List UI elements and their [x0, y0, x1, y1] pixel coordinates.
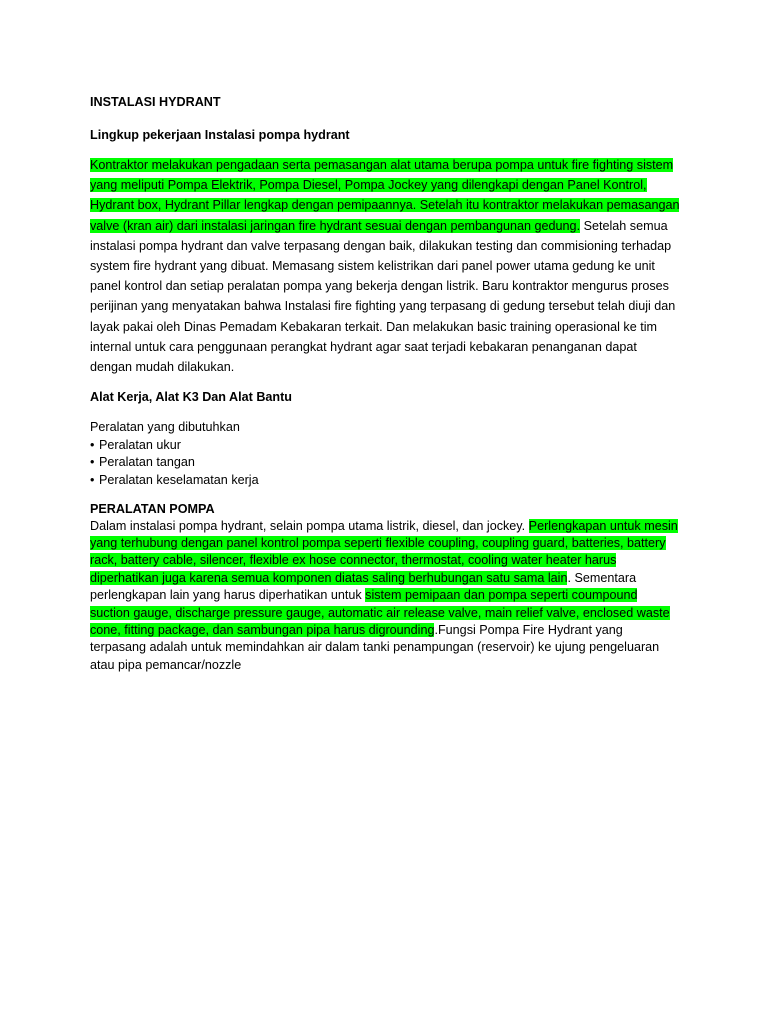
list-item [90, 437, 680, 455]
list-item-label: Peralatan tangan [99, 455, 195, 470]
bullet-icon: • [90, 455, 95, 470]
pump-highlighted-text-1: Perlengkapan untuk mesin yang terhubung dengan panel kontrol pompa seperti flexible coupling, coupling guard, batteries, battery rack, battery cable, silencer, flexible ex hose connector, thermostat, cooling water heater harus diperhatikan juga karena semua komponen diatas saling berhubungan satu sama lain [90, 518, 678, 585]
pump-heading: PERALATAN POMPA [90, 501, 215, 516]
tools-list [90, 437, 680, 490]
pump-paragraph [90, 518, 680, 675]
tools-heading: Alat Kerja, Alat K3 Dan Alat Bantu [90, 390, 293, 405]
bullet-icon: • [90, 437, 95, 452]
scope-highlighted-text: Kontraktor melakukan pengadaan serta pemasangan alat utama berupa pompa untuk fire fighting sistem yang meliputi Pompa Elektrik, Pompa Diesel, Pompa Jockey yang dilengkapi dengan Panel Kontrol, Hydrant box, Hydrant Pillar lengkap dengan pemipaannya. Setelah itu kontraktor melakukan pemasangan valve (kran air) dari instalasi jaringan fire hydrant sesuai dengan pembangunan gedung. [90, 158, 680, 233]
pump-highlighted-text-2: sistem pemipaan dan pompa seperti coumpound suction gauge, discharge pressure gauge, automatic air release valve, main relief valve, enclosed waste cone, fitting package, dan sambungan pipa harus digrounding [90, 588, 670, 638]
list-item [90, 472, 680, 490]
pump-text-3: .Fungsi Pompa Fire Hydrant yang terpasang adalah untuk memindahkan air dalam tanki penampungan (reservoir) ke ujung pengeluaran atau pipa pemancar/nozzle [90, 623, 660, 672]
tools-intro: Peralatan yang dibutuhkan [90, 420, 240, 435]
scope-heading: Lingkup pekerjaan Instalasi pompa hydrant [90, 128, 350, 142]
list-item-label: Peralatan ukur [99, 437, 181, 452]
pump-text-1: Dalam instalasi pompa hydrant, selain pompa utama listrik, diesel, dan jockey. [90, 518, 529, 533]
pump-text-2: . Sementara perlengkapan lain yang harus diperhatikan untuk [90, 570, 637, 603]
scope-normal-text: Setelah semua instalasi pompa hydrant dan valve terpasang dengan baik, dilakukan testing dan commisioning terhadap system fire hydrant yang dibuat. Memasang sistem kelistrikan dari panel power utama gedung ke unit panel kontrol dan setiap peralatan pompa yang bekerja dengan listrik. Baru kontraktor mengurus proses perijinan yang menyatakan bahwa Instalasi fire fighting yang terpasang di gedung tersebut telah diuji dan layak pakai oleh Dinas Pemadam Kebakaran terkait. Dan melakukan basic training operasional ke tim internal untuk cara penggunaan perangkat hydrant agar saat terjadi kebakaran penanganan dapat dengan mudah dilakukan. [90, 218, 676, 375]
scope-paragraph [90, 155, 680, 377]
document-page [90, 93, 680, 674]
document-title: INSTALASI HYDRANT [90, 95, 221, 109]
bullet-icon: • [90, 473, 95, 488]
list-item [90, 454, 680, 472]
list-item-label: Peralatan keselamatan kerja [99, 473, 259, 488]
